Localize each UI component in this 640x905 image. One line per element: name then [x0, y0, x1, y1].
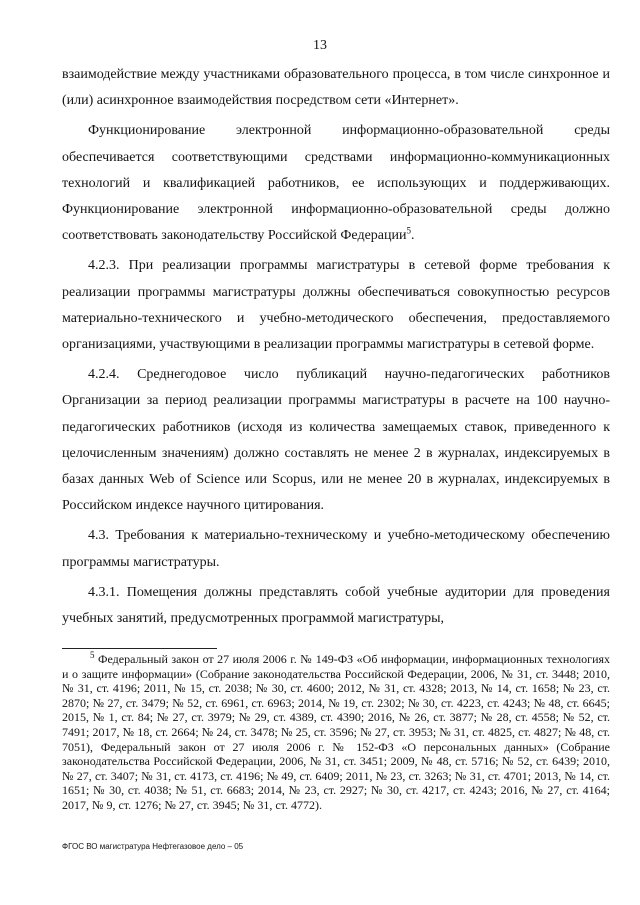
page-number: 13: [313, 38, 327, 53]
paragraph-continuation: взаимодействие между участниками образовательного процесса, в том числе синхронное и (или) асинхронное взаимодействия посредством сети «Интернет».: [62, 67, 610, 109]
footnote-reference: 5: [406, 225, 411, 236]
footer-note: ФГОС ВО магистратура Нефтегазовое дело – 05: [62, 842, 244, 851]
paragraph-eios: [62, 118, 610, 249]
document-body: [62, 62, 610, 632]
footnote-paragraph: [62, 652, 610, 813]
paragraph-eios-text: Функционирование электронной информационно-образовательной среды обеспечивается соответствующими средствами информационно-коммуникационных технологий и квалификацией работников, ее использующих и поддерживающих. Функционирование электронной информационно-образовательной среды должно соответствовать законодательству Российской Федерации: [62, 123, 610, 244]
paragraph-4-2-3: 4.2.3. При реализации программы магистратуры в сетевой форме требования к реализации программы магистратуры должны обеспечиваться совокупностью ресурсов материально-технического и учебно-методического обеспечения, предоставляемого организациями, участвующими в реализации программы магистратуры в сетевой форме.: [62, 258, 610, 353]
paragraph-4-3-1: 4.3.1. Помещения должны представлять собой учебные аудитории для проведения учебных занятий, предусмотренных программой магистратуры,: [62, 584, 610, 627]
footnote-mark: 5: [90, 650, 95, 660]
footnote: [62, 652, 610, 813]
footnote-separator: [62, 648, 217, 649]
paragraph-eios-period: .: [410, 228, 415, 244]
paragraph-4-3: 4.3. Требования к материально-техническому и учебно-методическому обеспечению программы магистратуры.: [62, 528, 610, 570]
paragraph-4-2-4: 4.2.4. Среднегодовое число публикаций научно-педагогических работников Организации за период реализации программы магистратуры в расчете на 100 научно-педагогических работников (исходя из количества замещаемых ставок, приведенного к целочисленным значениям) должно составлять не менее 2 в журналах, индексируемых в базах данных Web of Science или Scopus, или не менее 20 в журналах, индексируемых в Российском индексе научного цитирования.: [62, 367, 610, 514]
footnote-text: Федеральный закон от 27 июля 2006 г. № 149-ФЗ «Об информации, информационных технологиях и о защите информации» (Собрание законодательства Российской Федерации, 2006, № 31, ст. 3448; 2010, № 31, ст. 4196; 2011, № 15, ст. 2038; № 30, ст. 4600; 2012, № 31, ст. 4328; 2013, № 14, ст. 1658; № 23, ст. 2870; № 27, ст. 3479; № 52, ст. 6961, ст. 6963; 2014, № 19, ст. 2302; № 30, ст. 4223, ст. 4243; № 48, ст. 6645; 2015, № 1, ст. 84; № 27, ст. 3979; № 29, ст. 4389, ст. 4390; 2016, № 26, ст. 3877; № 28, ст. 4558; № 52, ст. 7491; 2017, № 18, ст. 2664; № 24, ст. 3478; № 25, ст. 3596; № 27, ст. 3953; № 31, ст. 4825, ст. 4827; № 48, ст. 7051), Федеральный закон от 27 июля 2006 г. № 152-ФЗ «О персональных данных» (Собрание законодательства Российской Федерации, 2006, № 31, ст. 3451; 2009, № 48, ст. 5716; № 52, ст. 6439; 2010, № 27, ст. 3407; № 31, ст. 4173, ст. 4196; № 49, ст. 6409; 2011, № 23, ст. 3263; № 31, ст. 4701; 2013, № 14, ст. 1651; № 30, ст. 4038; № 51, ст. 6683; 2014, № 23, ст. 2927; № 30, ст. 4217, ст. 4243; 2016, № 27, ст. 4164; 2017, № 9, ст. 1276; № 27, ст. 3945; № 31, ст. 4772).: [62, 652, 611, 812]
